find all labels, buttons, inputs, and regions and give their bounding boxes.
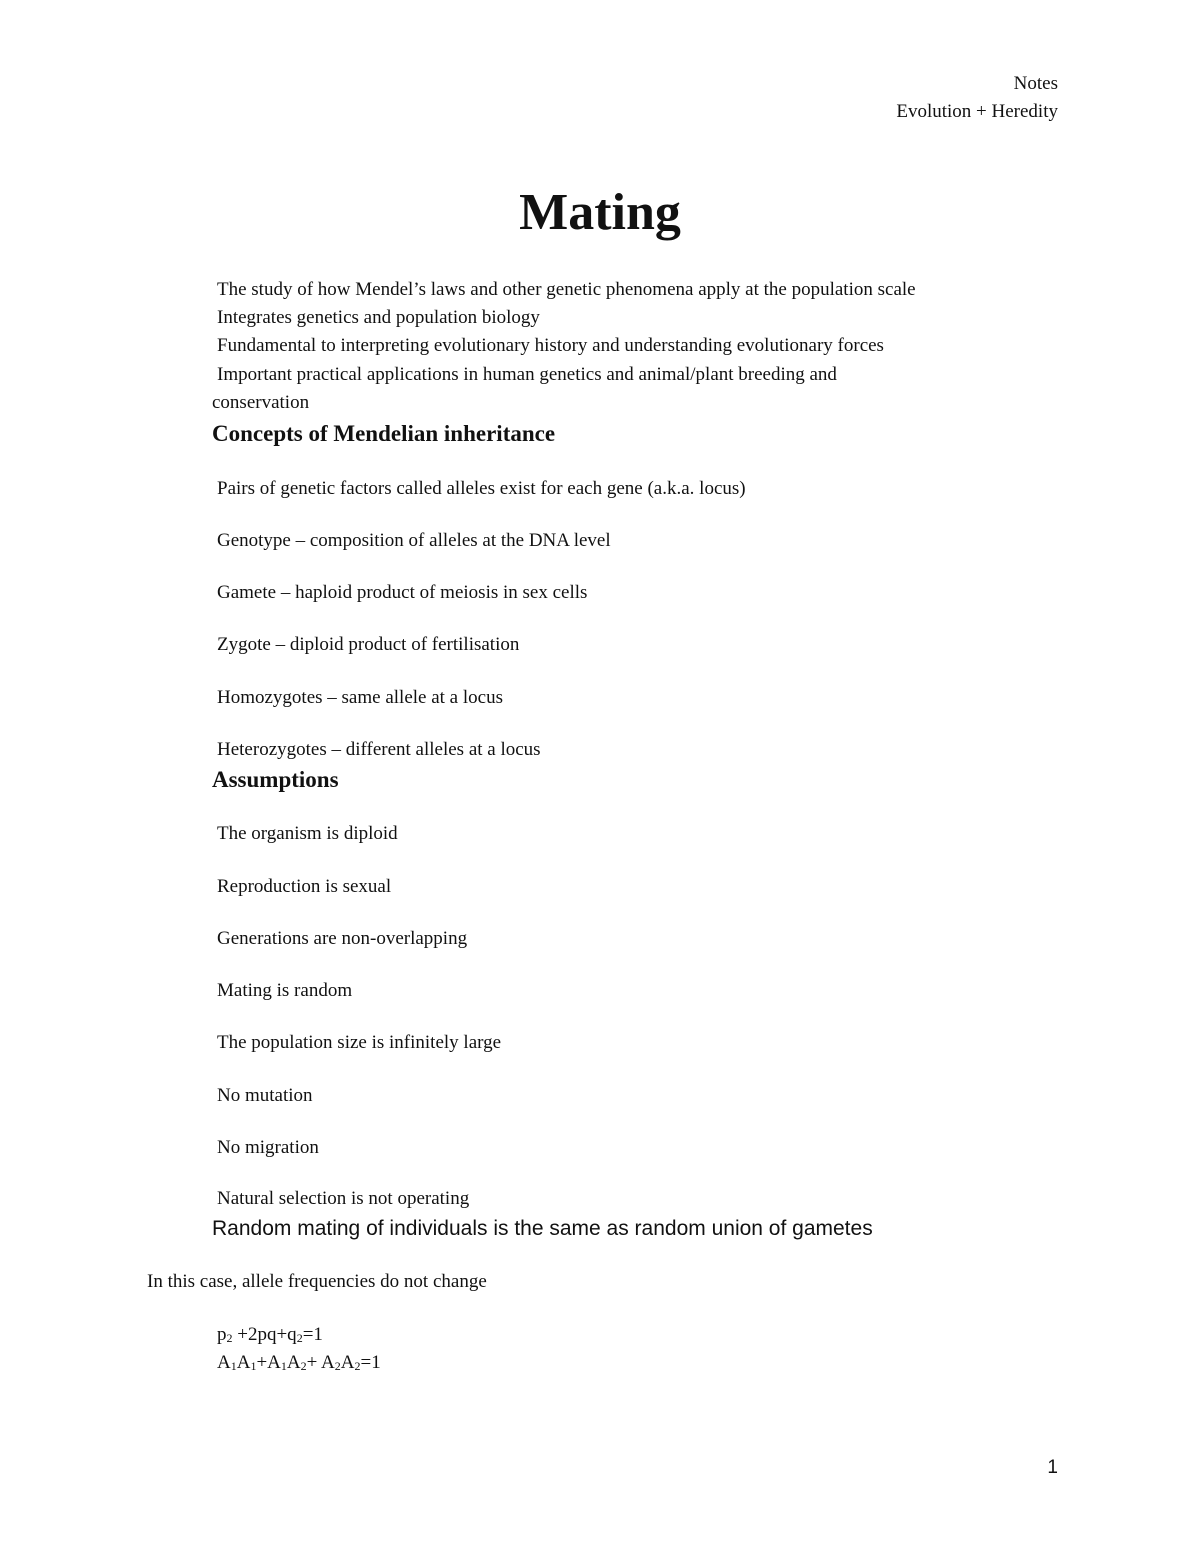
genotype-g: =1	[360, 1352, 381, 1373]
genotype-s4: 2	[300, 1359, 307, 1373]
page-title: Mating	[519, 184, 681, 241]
hardy-weinberg-frequency-formula	[217, 1323, 323, 1347]
genotype-s6: 2	[354, 1359, 361, 1373]
formula-p-sub: 2	[226, 1331, 233, 1345]
assumption-item-1: The organism is diploid	[217, 823, 398, 844]
genotype-s3: 1	[280, 1359, 287, 1373]
intro-line-5: conservation	[212, 392, 310, 413]
genotype-s2: 1	[250, 1359, 257, 1373]
formula-end: =1	[302, 1324, 323, 1345]
genotype-f: A	[340, 1352, 355, 1373]
assumption-item-4: Mating is random	[217, 980, 353, 1001]
concept-item-4: Zygote – diploid product of fertilisation	[217, 634, 520, 655]
concept-item-1: Pairs of genetic factors called alleles exist for each gene (a.k.a. locus)	[217, 478, 746, 499]
assumptions-heading: Assumptions	[212, 767, 339, 792]
intro-line-1: The study of how Mendel’s laws and other genetic phenomena apply at the population scale	[217, 279, 916, 300]
intro-line-4: Important practical applications in human genetics and animal/plant breeding and	[217, 364, 837, 385]
assumption-item-7: No migration	[217, 1137, 319, 1158]
random-mating-statement: Random mating of individuals is the same as random union of gametes	[212, 1217, 873, 1240]
concepts-heading: Concepts of Mendelian inheritance	[212, 421, 556, 446]
assumption-item-3: Generations are non-overlapping	[217, 928, 468, 949]
genotype-d: A	[286, 1352, 301, 1373]
page-number: 1	[1047, 1457, 1058, 1478]
formula-p: p	[217, 1324, 227, 1345]
header-notes: Notes	[1013, 73, 1058, 94]
formula-q-sub: 2	[296, 1331, 303, 1345]
concept-item-5: Homozygotes – same allele at a locus	[217, 687, 503, 708]
assumption-item-8: Natural selection is not operating	[217, 1188, 470, 1209]
concept-item-6: Heterozygotes – different alleles at a locus	[217, 739, 541, 760]
genotype-s5: 2	[334, 1359, 341, 1373]
formula-mid: +2pq+q	[232, 1324, 297, 1345]
assumption-item-5: The population size is infinitely large	[217, 1032, 502, 1053]
header-course: Evolution + Heredity	[896, 101, 1058, 122]
concept-item-2: Genotype – composition of alleles at the DNA level	[217, 530, 611, 551]
genotype-c: +A	[256, 1352, 281, 1373]
intro-line-2: Integrates genetics and population biology	[217, 307, 540, 328]
hardy-weinberg-genotype-formula	[217, 1351, 381, 1375]
genotype-e: + A	[306, 1352, 335, 1373]
genotype-a: A	[217, 1352, 231, 1373]
assumption-item-2: Reproduction is sexual	[217, 876, 392, 897]
concept-item-3: Gamete – haploid product of meiosis in sex cells	[217, 582, 588, 603]
intro-line-3: Fundamental to interpreting evolutionary history and understanding evolutionary forces	[217, 335, 884, 356]
genotype-s1: 1	[230, 1359, 237, 1373]
assumption-item-6: No mutation	[217, 1085, 313, 1106]
genotype-b: A	[236, 1352, 251, 1373]
allele-frequency-statement: In this case, allele frequencies do not change	[147, 1271, 487, 1292]
